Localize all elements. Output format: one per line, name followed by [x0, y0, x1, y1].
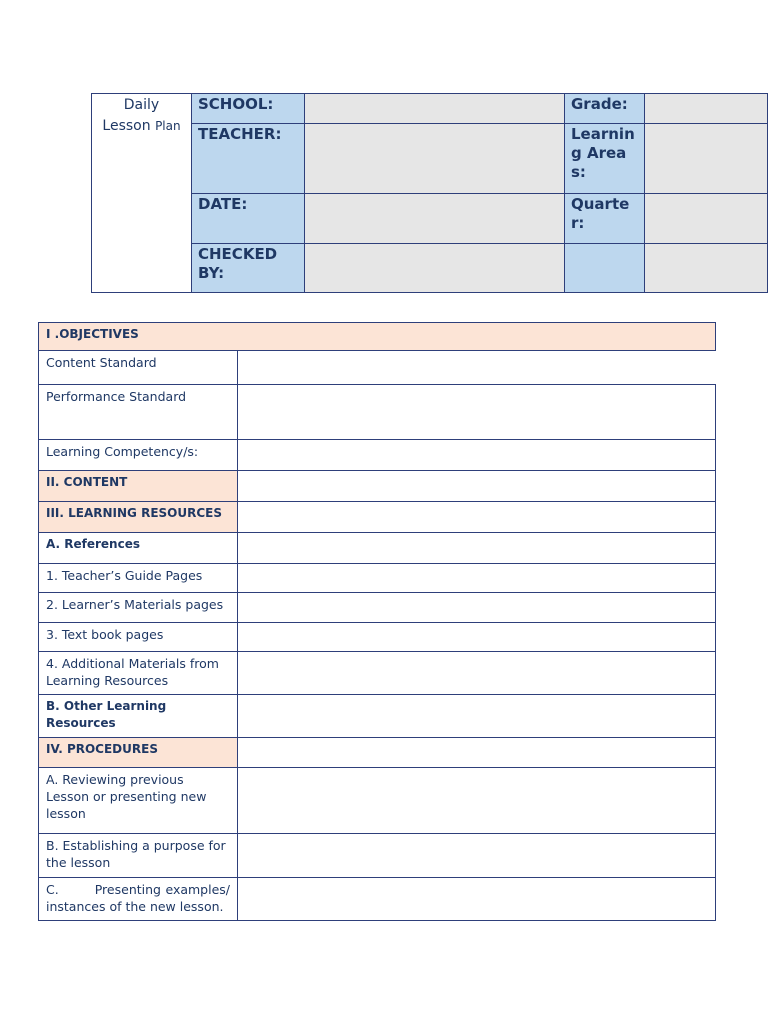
blank-label-cell	[564, 243, 645, 293]
lesson-plan-title	[91, 93, 192, 293]
school-field[interactable]	[304, 93, 565, 124]
checked-by-label: CHECKED BY:	[191, 243, 305, 293]
title-plan: Plan	[155, 119, 181, 133]
procedures-field[interactable]	[237, 737, 716, 768]
date-field[interactable]	[304, 193, 565, 244]
title-lesson: Lesson	[102, 118, 151, 134]
content-standard-field[interactable]	[237, 350, 716, 385]
quarter-field[interactable]	[644, 193, 768, 244]
learning-competency-label: Learning Competency/s:	[38, 439, 238, 471]
school-label: SCHOOL:	[191, 93, 305, 124]
performance-standard-field[interactable]	[237, 384, 716, 440]
other-resources-label: B. Other Learning Resources	[38, 694, 238, 738]
checked-by-field[interactable]	[304, 243, 565, 293]
grade-label: Grade:	[564, 93, 645, 124]
objectives-header: I .OBJECTIVES	[38, 322, 716, 351]
extra-field[interactable]	[644, 243, 768, 293]
title-line-daily: Daily	[123, 97, 160, 113]
teachers-guide-label: 1. Teacher’s Guide Pages	[38, 563, 238, 593]
content-standard-label: Content Standard	[38, 350, 238, 385]
content-header: II. CONTENT	[38, 470, 238, 502]
date-label: DATE:	[191, 193, 305, 244]
other-resources-field[interactable]	[237, 694, 716, 738]
references-label: A. References	[38, 532, 238, 564]
additional-materials-field[interactable]	[237, 651, 716, 695]
teacher-field[interactable]	[304, 123, 565, 194]
teachers-guide-field[interactable]	[237, 563, 716, 593]
grade-field[interactable]	[644, 93, 768, 124]
procedures-header: IV. PROCEDURES	[38, 737, 238, 768]
quarter-label: Quarter:	[564, 193, 645, 244]
textbook-label: 3. Text book pages	[38, 622, 238, 652]
purpose-label: B. Establishing a purpose for the lesson	[38, 833, 238, 878]
title-line-lesson-plan	[92, 116, 191, 137]
content-field[interactable]	[237, 470, 716, 502]
learners-materials-field[interactable]	[237, 592, 716, 623]
reviewing-field[interactable]	[237, 767, 716, 834]
learning-areas-field[interactable]	[644, 123, 768, 194]
learning-areas-label: Learning Areas:	[564, 123, 645, 194]
examples-label: C. Presenting examples/ instances of the new lesson.	[38, 877, 238, 921]
reviewing-label: A. Reviewing previous Lesson or presenting new lesson	[38, 767, 238, 834]
performance-standard-label: Performance Standard	[38, 384, 238, 440]
teacher-label: TEACHER:	[191, 123, 305, 194]
examples-field[interactable]	[237, 877, 716, 921]
learning-resources-header: III. LEARNING RESOURCES	[38, 501, 238, 533]
purpose-field[interactable]	[237, 833, 716, 878]
learners-materials-label: 2. Learner’s Materials pages	[38, 592, 238, 623]
references-field[interactable]	[237, 532, 716, 564]
learning-resources-field[interactable]	[237, 501, 716, 533]
additional-materials-label: 4. Additional Materials from Learning Resources	[38, 651, 238, 695]
textbook-field[interactable]	[237, 622, 716, 652]
learning-competency-field[interactable]	[237, 439, 716, 471]
